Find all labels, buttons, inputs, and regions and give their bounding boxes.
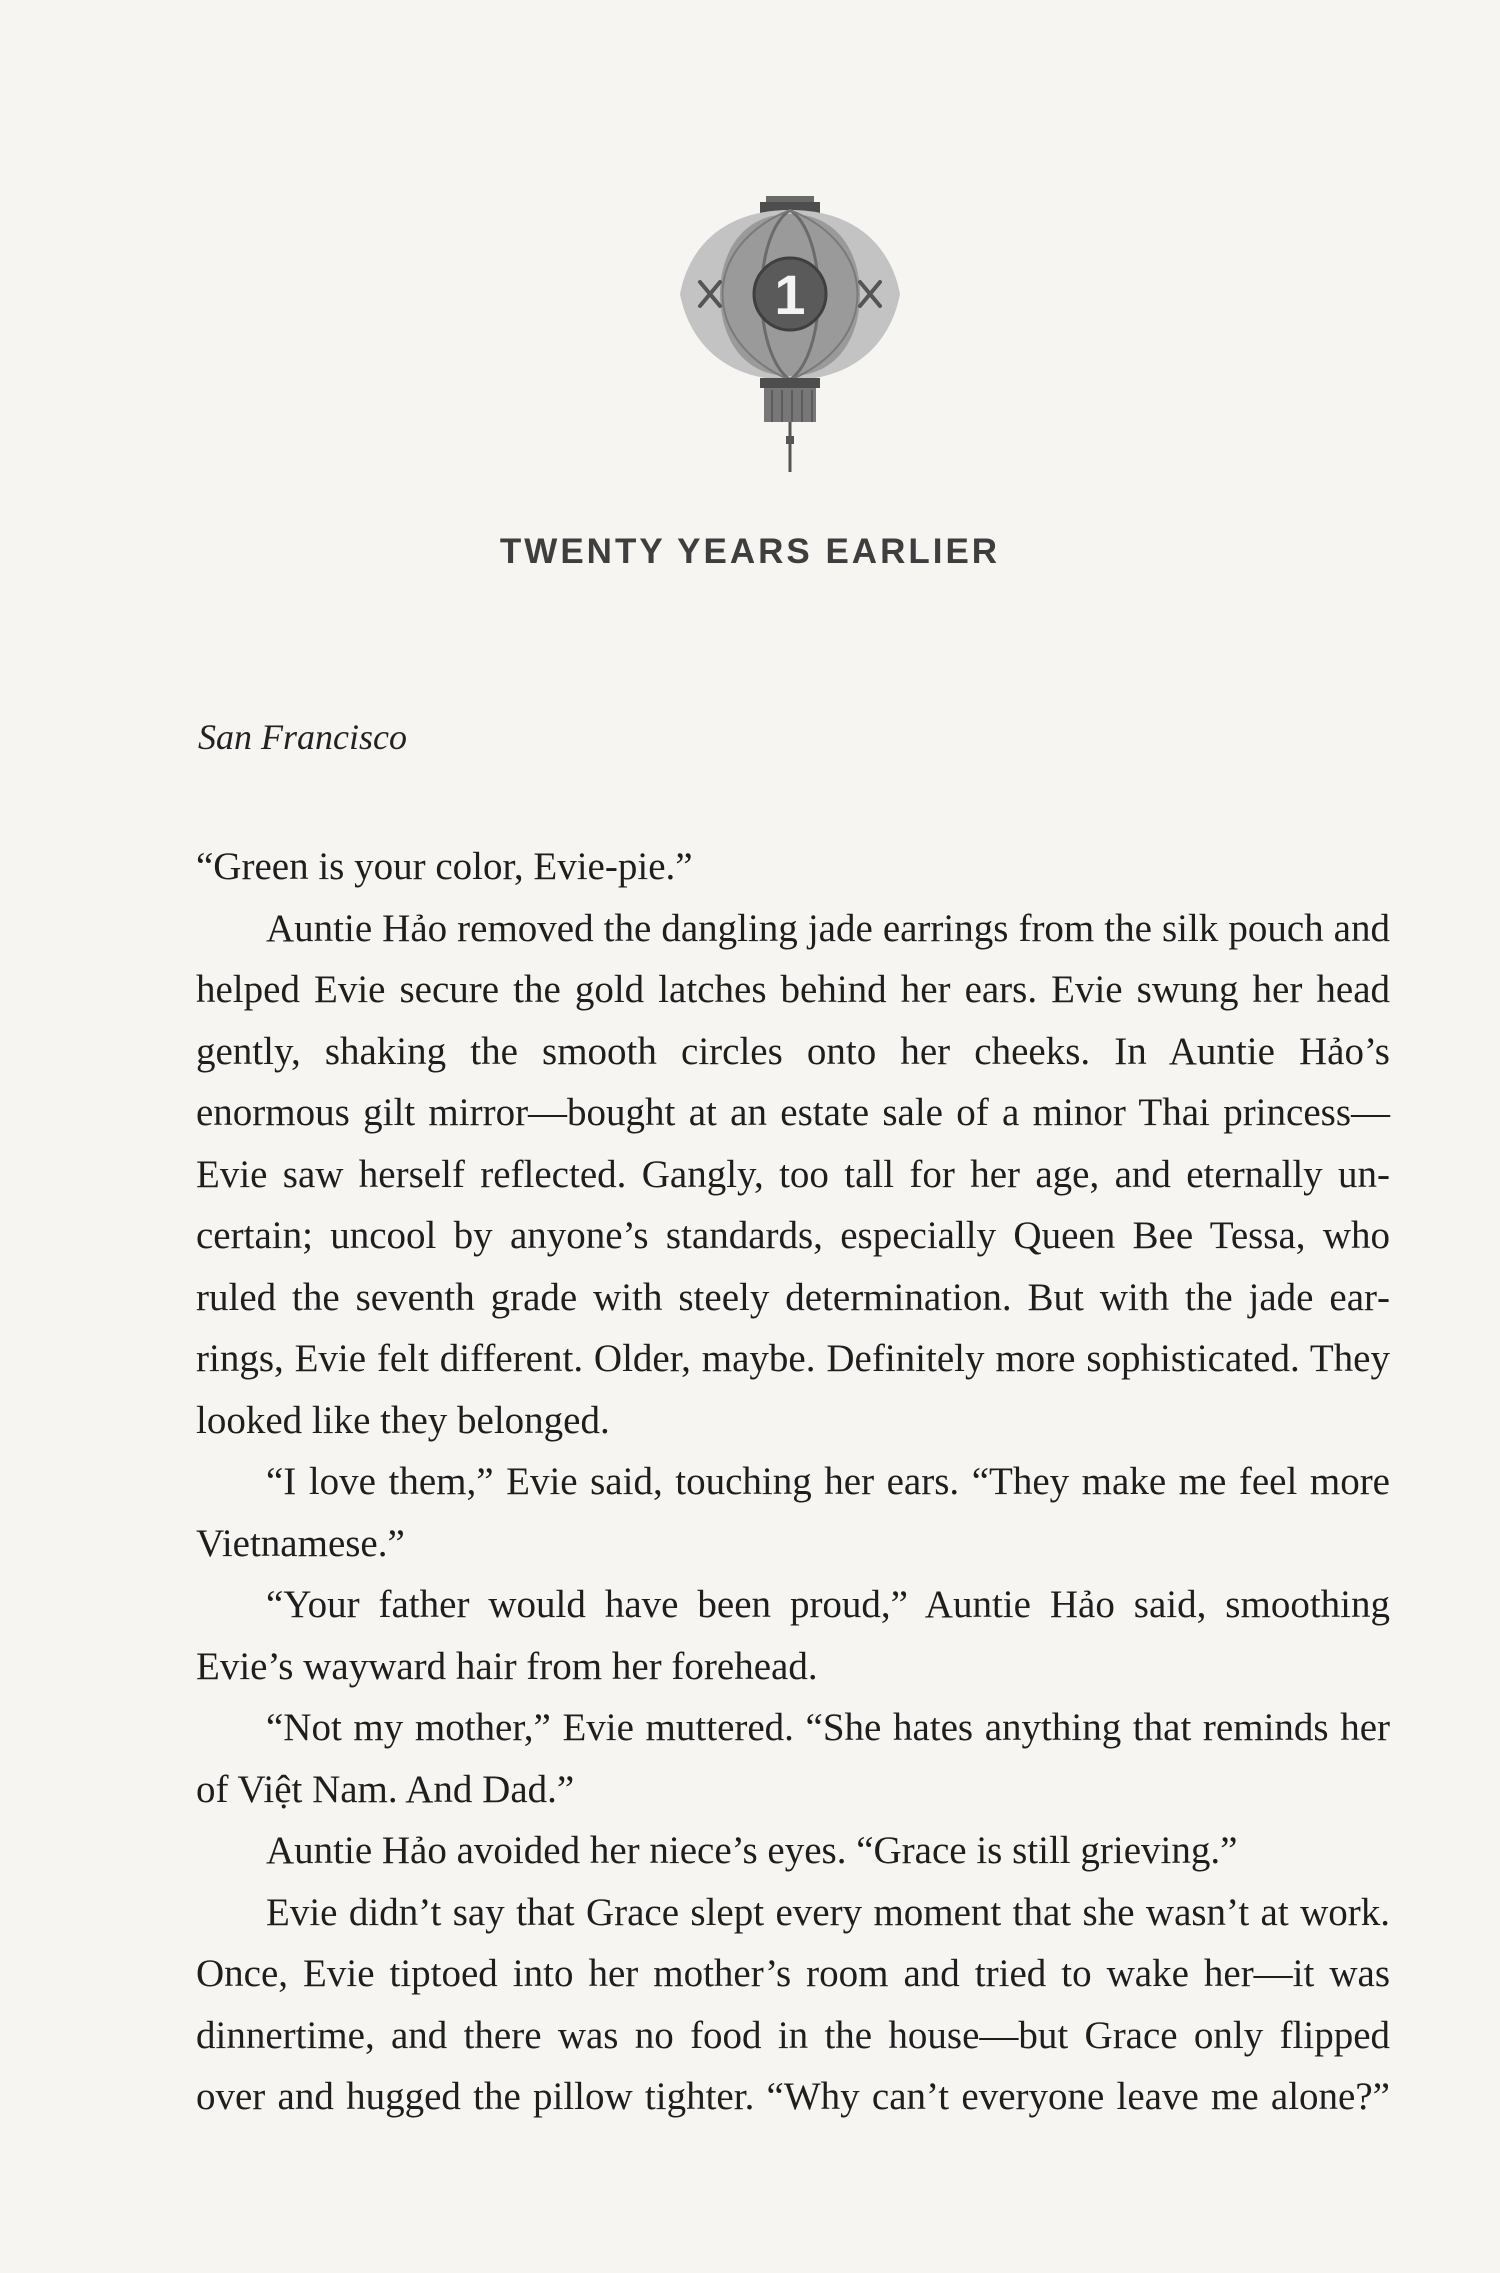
chapter-number: 1 [774, 263, 806, 326]
lantern-icon [680, 196, 900, 476]
body-text [196, 836, 1390, 2128]
paragraph: “Your father would have been proud,” Auntie Hảo said, smoothing Evie’s wayward hair from her forehead. [196, 1583, 1390, 1688]
location-label: San Francisco [198, 717, 407, 757]
paragraph: Auntie Hảo avoided her niece’s eyes. “Grace is still grieving.” [266, 1829, 1238, 1872]
paragraph: “I love them,” Evie said, touching her ears. “They make me feel more Vietnamese.” [196, 1460, 1390, 1565]
paragraph: Evie didn’t say that Grace slept every moment that she wasn’t at work. Once, Evie tiptoed into her mother’s room and tried to wake her—it was dinnertime, and there was no food in the house—but Grace only flipped over and hugged the pillow tighter. “Why can’t everyone leave me alone?” [196, 1890, 1390, 2118]
paragraph: “Not my mother,” Evie muttered. “She hates anything that reminds her of Việt Nam. And Dad.” [196, 1706, 1390, 1811]
chapter-heading: TWENTY YEARS EARLIER [499, 532, 1001, 571]
paragraph: Auntie Hảo removed the dangling jade earrings from the silk pouch and helped Evie secure the gold latches behind her ears. Evie swung her head gently, shaking the smooth circles onto her cheeks. In Auntie Hảo’s enormous gilt mirror—bought at an estate sale of a minor Thai princess—Evie saw herself reflected. Gangly, too tall for her age, and eternally uncertain; uncool by anyone’s standards, especially Queen Bee Tessa, who ruled the seventh grade with steely determination. But with the jade earrings, Evie felt different. Older, maybe. Definitely more sophisticated. They looked like they belonged. [196, 906, 1390, 1442]
paragraph: “Green is your color, Evie-pie.” [196, 845, 693, 888]
